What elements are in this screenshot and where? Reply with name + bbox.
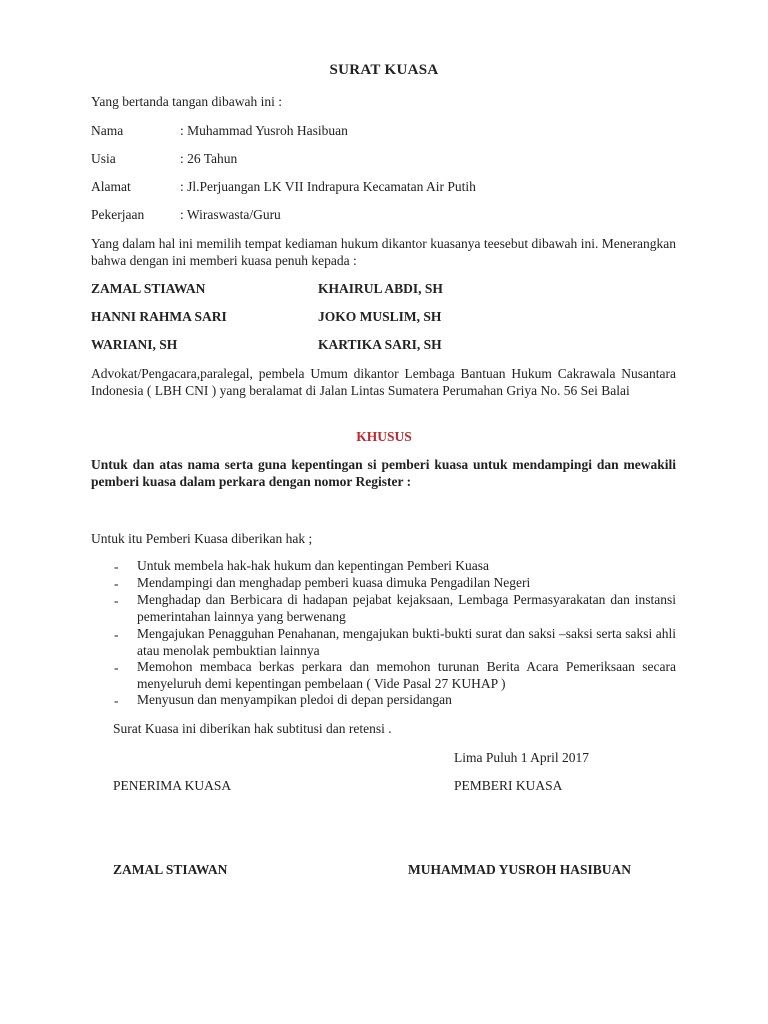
list-item: Menghadap dan Berbicara di hadapan pejabat kejaksaan, Lembaga Permasyarakatan dan instansi pemerintahan lainnya yang berwenang xyxy=(137,592,676,624)
giver-label: PEMBERI KUASA xyxy=(454,778,563,793)
giver-name: MUHAMMAD YUSROH HASIBUAN xyxy=(408,862,631,877)
identity-label-address: Alamat xyxy=(91,179,131,194)
list-item: Mengajukan Penagguhan Penahanan, mengajukan bukti-bukti surat dan saksi –saksi serta saksi ahli atau menolak pembuktian lainnya xyxy=(137,626,676,658)
statement-paragraph: Yang dalam hal ini memilih tempat kediaman hukum dikantor kuasanya teesebut dibawah ini. Menerangkan bahwa dengan ini memberi kuasa penuh kepada : xyxy=(91,236,676,268)
list-item: Untuk membela hak-hak hukum dan kepentingan Pemberi Kuasa xyxy=(137,558,490,573)
khusus-heading: KHUSUS xyxy=(356,429,412,444)
rights-intro: Untuk itu Pemberi Kuasa diberikan hak ; xyxy=(91,531,313,546)
attorney-name: JOKO MUSLIM, SH xyxy=(318,309,442,324)
list-item: Menyusun dan menyampikan pledoi di depan persidangan xyxy=(137,692,452,707)
document-title: SURAT KUASA xyxy=(329,62,439,78)
identity-value-name: : Muhammad Yusroh Hasibuan xyxy=(180,123,348,138)
list-bullet: - xyxy=(114,593,119,608)
closing-text: Surat Kuasa ini diberikan hak subtitusi dan retensi . xyxy=(113,721,392,736)
attorney-name: KARTIKA SARI, SH xyxy=(318,337,442,352)
list-bullet: - xyxy=(114,559,119,574)
list-bullet: - xyxy=(114,576,119,591)
attorney-name: KHAIRUL ABDI, SH xyxy=(318,281,443,296)
identity-value-address: : Jl.Perjuangan LK VII Indrapura Kecamatan Air Putih xyxy=(180,179,476,194)
identity-label-age: Usia xyxy=(91,151,116,166)
place-date: Lima Puluh 1 April 2017 xyxy=(454,750,589,765)
firm-paragraph: Advokat/Pengacara,paralegal, pembela Umum dikantor Lembaga Bantuan Hukum Cakrawala Nusantara Indonesia ( LBH CNI ) yang beralamat di Jalan Lintas Sumatera Perumahan Griya No. 56 Sei Balai xyxy=(91,366,676,398)
identity-value-occupation: : Wiraswasta/Guru xyxy=(180,207,281,222)
intro-text: Yang bertanda tangan dibawah ini : xyxy=(91,94,282,109)
list-bullet: - xyxy=(114,627,119,642)
identity-value-age: : 26 Tahun xyxy=(180,151,238,166)
purpose-paragraph: Untuk dan atas nama serta guna kepentingan si pemberi kuasa untuk mendampingi dan mewakili pemberi kuasa dalam perkara dengan nomor Register : xyxy=(91,457,676,489)
list-bullet: - xyxy=(114,660,119,675)
receiver-label: PENERIMA KUASA xyxy=(113,778,232,793)
identity-label-name: Nama xyxy=(91,123,124,138)
attorney-name: WARIANI, SH xyxy=(91,337,178,352)
list-bullet: - xyxy=(114,693,119,708)
receiver-name: ZAMAL STIAWAN xyxy=(113,862,228,877)
attorney-name: ZAMAL STIAWAN xyxy=(91,281,206,296)
attorney-name: HANNI RAHMA SARI xyxy=(91,309,227,324)
identity-label-occupation: Pekerjaan xyxy=(91,207,145,222)
list-item: Memohon membaca berkas perkara dan memohon turunan Berita Acara Pemeriksaan secara menyeluruh demi kepentingan pembelaan ( Vide Pasal 27 KUHAP ) xyxy=(137,659,676,691)
list-item: Mendampingi dan menghadap pemberi kuasa dimuka Pengadilan Negeri xyxy=(137,575,531,590)
